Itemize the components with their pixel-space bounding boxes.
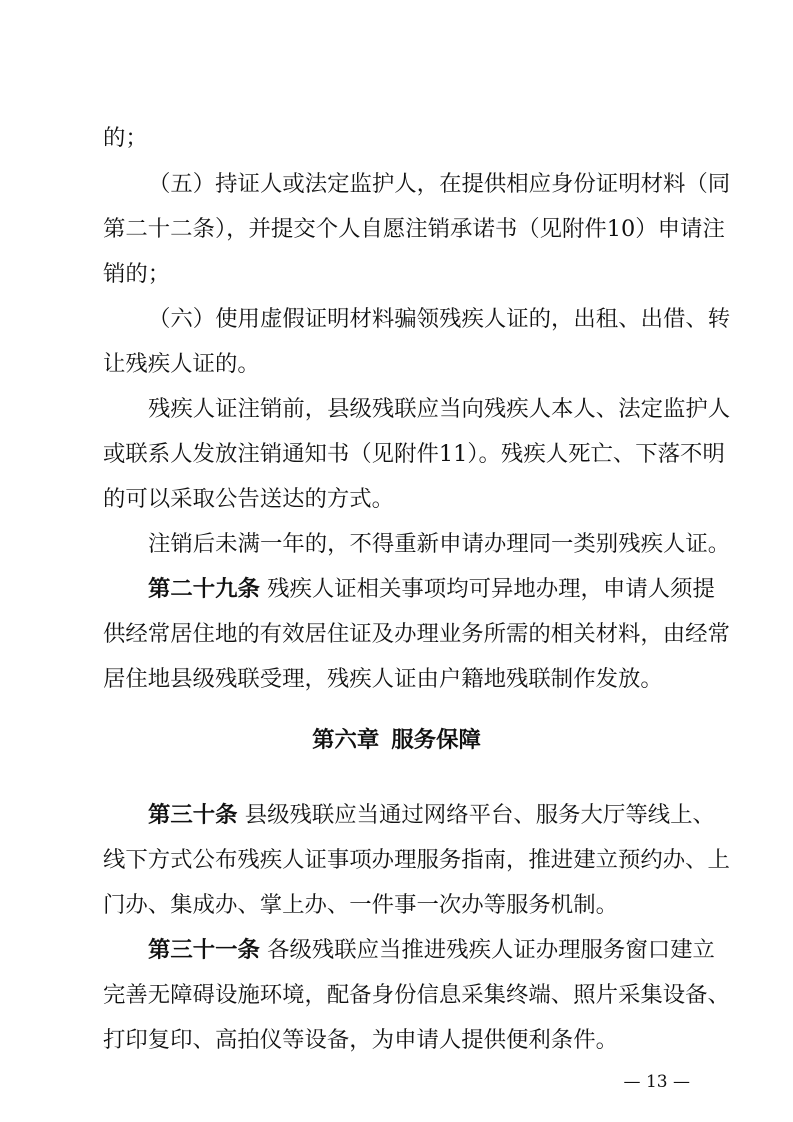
article-30-line xyxy=(148,795,715,835)
article-29-line: 供经常居住地的有效居住证及办理业务所需的相关材料，由经常 xyxy=(103,621,730,647)
paragraph-line: （六）使用虚假证明材料骗领残疾人证的，出租、出借、转 xyxy=(148,306,731,332)
paragraph-line: 第二十二条），并提交个人自愿注销承诺书（见附件10）申请注 xyxy=(103,216,725,242)
article-31-label: 第三十一条 xyxy=(148,937,260,963)
article-30-line: 线下方式公布残疾人证事项办理服务指南，推进建立预约办、上 xyxy=(103,847,730,873)
paragraph-line: 的； xyxy=(103,125,148,151)
article-31-line xyxy=(148,930,715,970)
paragraph-line: 销的； xyxy=(103,261,171,287)
paragraph-line: 残疾人证注销前，县级残联应当向残疾人本人、法定监护人 xyxy=(148,396,731,422)
article-29-line xyxy=(148,569,715,609)
paragraph-line: 或联系人发放注销通知书（见附件11）。残疾人死亡、下落不明 xyxy=(103,441,725,467)
article-31-line: 完善无障碍设施环境，配备身份信息采集终端、照片采集设备、 xyxy=(103,982,730,1008)
paragraph-line: 注销后未满一年的，不得重新申请办理同一类别残疾人证。 xyxy=(148,531,731,557)
article-30-text: 县级残联应当通过网络平台、服务大厅等线上、 xyxy=(244,802,715,828)
article-30-line: 门办、集成办、掌上办、一件事一次办等服务机制。 xyxy=(103,892,618,918)
chapter-heading xyxy=(0,718,793,762)
article-31-line: 打印复印、高拍仪等设备，为申请人提供便利条件。 xyxy=(103,1027,618,1053)
paragraph-line: 的可以采取公告送达的方式。 xyxy=(103,486,395,512)
paragraph-line: （五）持证人或法定监护人，在提供相应身份证明材料（同 xyxy=(148,171,731,197)
article-29-text: 残疾人证相关事项均可异地办理，申请人须提 xyxy=(267,576,715,602)
article-29-line: 居住地县级残联受理，残疾人证由户籍地残联制作发放。 xyxy=(103,666,663,692)
article-29-label: 第二十九条 xyxy=(148,576,260,602)
article-31-text: 各级残联应当推进残疾人证办理服务窗口建立 xyxy=(267,937,715,963)
page-number: — 13 — xyxy=(623,1072,690,1092)
article-30-label: 第三十条 xyxy=(148,802,238,828)
paragraph-line: 让残疾人证的。 xyxy=(103,351,260,377)
chapter-number: 第六章 xyxy=(312,727,380,753)
chapter-title: 服务保障 xyxy=(391,727,481,753)
